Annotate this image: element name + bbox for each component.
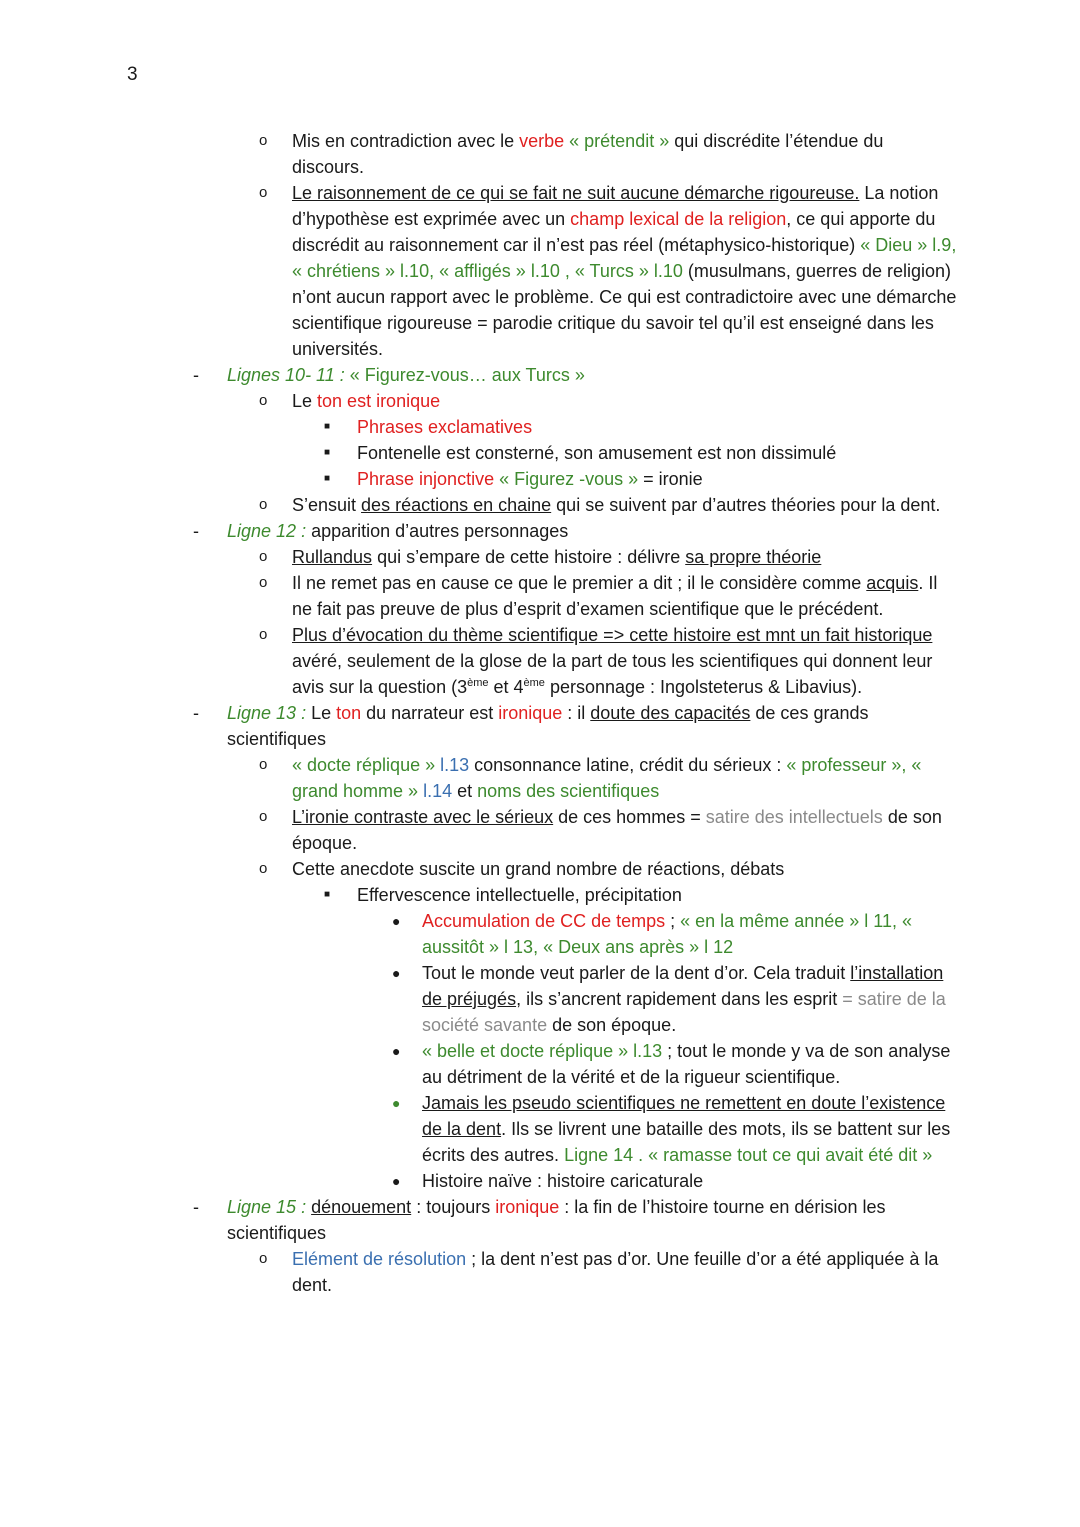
- circle-bullet-icon: o: [259, 548, 268, 565]
- dot-bullet-icon: ●: [392, 1095, 401, 1111]
- subbullet-phrases-exclamatives: ■ Phrases exclamatives: [0, 414, 1080, 440]
- bullet-element-resolution: o Elément de résolution ; la dent n’est pas d’or. Une feuille d’or a été appliquée à la dent.: [0, 1246, 1080, 1298]
- circle-bullet-icon: o: [259, 756, 268, 773]
- page-number: 3: [127, 64, 138, 85]
- circle-bullet-icon: o: [259, 496, 268, 513]
- dot-bullet-icon: ●: [392, 1173, 401, 1189]
- bullet-ironie-contraste: o L’ironie contraste avec le sérieux de ces hommes = satire des intellectuels de son époque.: [0, 804, 1080, 856]
- dash-bullet-icon: -: [193, 703, 199, 723]
- dash-bullet-icon: -: [193, 521, 199, 541]
- bullet-acquis: o Il ne remet pas en cause ce que le premier a dit ; il le considère comme acquis. Il ne fait pas preuve de plus d’esprit d’examen scientifique que le précédent.: [0, 570, 1080, 622]
- heading-ligne-12: - Ligne 12 : apparition d’autres personnages: [0, 518, 1080, 544]
- point-histoire-naive: ● Histoire naïve : histoire caricaturale: [0, 1168, 1080, 1194]
- circle-bullet-icon: o: [259, 808, 268, 825]
- heading-ligne-13: - Ligne 13 : Le ton du narrateur est ironique : il doute des capacités de ces grands scientifiques: [0, 700, 1080, 752]
- square-bullet-icon: ■: [324, 447, 331, 458]
- bullet-ton-ironique: o Le ton est ironique: [0, 388, 1080, 414]
- bullet-docte-replique: o « docte réplique » l.13 consonnance latine, crédit du sérieux : « professeur », « grand homme » l.14 et noms des scientifiques: [0, 752, 1080, 804]
- point-pseudo-scientifiques: ● Jamais les pseudo scientifiques ne remettent en doute l’existence de la dent. Ils se livrent une bataille des mots, ils se battent sur les écrits des autres. Ligne 14 . « ramasse tout ce qui avait été dit »: [0, 1090, 1080, 1168]
- dot-bullet-icon: ●: [392, 913, 401, 929]
- circle-bullet-icon: o: [259, 1250, 268, 1267]
- dot-bullet-icon: ●: [392, 965, 401, 981]
- subbullet-phrase-injonctive: ■ Phrase injonctive « Figurez -vous » = ironie: [0, 466, 1080, 492]
- dash-bullet-icon: -: [193, 1197, 199, 1217]
- bullet-raisonnement: o Le raisonnement de ce qui se fait ne suit aucune démarche rigoureuse. La notion d’hypothèse est exprimée avec un champ lexical de la religion, ce qui apporte du discrédit au raisonnement car il n’est pas réel (métaphysico-historique) « Dieu » l.9, « chrétiens » l.10, « affligés » l.10 , « Turcs » l.10 (musulmans, guerres de religion) n’ont aucun rapport avec le problème. Ce qui est contradictoire avec une démarche scientifique rigoureuse = parodie critique du savoir tel qu’il est enseigné dans les universités.: [0, 180, 1080, 362]
- circle-bullet-icon: o: [259, 132, 268, 149]
- subbullet-effervescence: ■ Effervescence intellectuelle, précipitation: [0, 882, 1080, 908]
- bullet-theme-scientifique: o Plus d’évocation du thème scientifique => cette histoire est mnt un fait historique avéré, seulement de la glose de la part de tous les scientifiques qui donnent leur avis sur la question (3ème et 4ème personnage : Ingolsteterus & Libavius).: [0, 622, 1080, 700]
- circle-bullet-icon: o: [259, 626, 268, 643]
- bullet-verbe-pretendit: o Mis en contradiction avec le verbe « prétendit » qui discrédite l’étendue du discours.: [0, 128, 1080, 180]
- document-body: [0, 128, 1080, 1298]
- point-prejuges: ● Tout le monde veut parler de la dent d’or. Cela traduit l’installation de préjugés, ils s’ancrent rapidement dans les esprit = satire de la société savante de son époque.: [0, 960, 1080, 1038]
- circle-bullet-icon: o: [259, 860, 268, 877]
- heading-lignes-10-11: - Lignes 10- 11 : « Figurez-vous… aux Turcs »: [0, 362, 1080, 388]
- dash-bullet-icon: -: [193, 365, 199, 385]
- circle-bullet-icon: o: [259, 184, 268, 201]
- dot-bullet-icon: ●: [392, 1043, 401, 1059]
- bullet-reactions-en-chaine: o S’ensuit des réactions en chaine qui se suivent par d’autres théories pour la dent.: [0, 492, 1080, 518]
- square-bullet-icon: ■: [324, 889, 331, 900]
- square-bullet-icon: ■: [324, 421, 331, 432]
- point-belle-replique: ● « belle et docte réplique » l.13 ; tout le monde y va de son analyse au détriment de la vérité et de la rigueur scientifique.: [0, 1038, 1080, 1090]
- circle-bullet-icon: o: [259, 392, 268, 409]
- bullet-rullandus: o Rullandus qui s’empare de cette histoire : délivre sa propre théorie: [0, 544, 1080, 570]
- square-bullet-icon: ■: [324, 473, 331, 484]
- bullet-anecdote: o Cette anecdote suscite un grand nombre de réactions, débats: [0, 856, 1080, 882]
- heading-ligne-15: - Ligne 15 : dénouement : toujours ironique : la fin de l’histoire tourne en dérision les scientifiques: [0, 1194, 1080, 1246]
- point-accumulation: ● Accumulation de CC de temps ; « en la même année » l 11, « aussitôt » l 13, « Deux ans après » l 12: [0, 908, 1080, 960]
- circle-bullet-icon: o: [259, 574, 268, 591]
- subbullet-fontenelle: ■ Fontenelle est consterné, son amusement est non dissimulé: [0, 440, 1080, 466]
